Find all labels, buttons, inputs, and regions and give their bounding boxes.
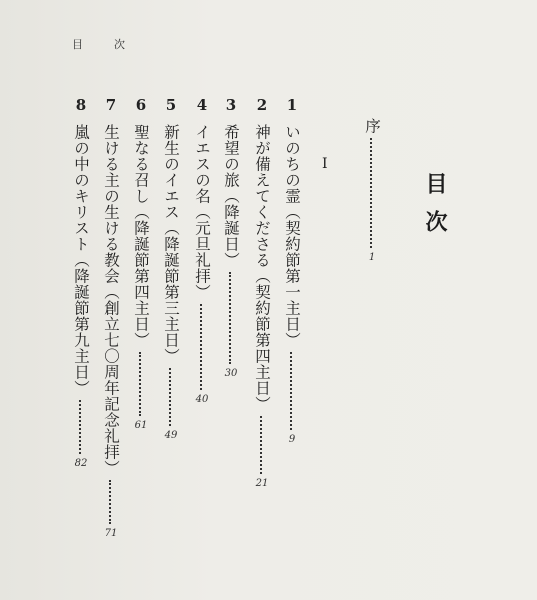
- page-number: 30: [224, 368, 238, 379]
- page-number: 1: [368, 252, 376, 263]
- entry-number: 2: [256, 96, 268, 114]
- leader-dots: [200, 304, 204, 390]
- entry-number: 6: [135, 96, 147, 114]
- leader-dots: [260, 416, 264, 474]
- entry-title: 神が備えてくださる（契約節第四主日）: [253, 124, 271, 412]
- show-through: [470, 90, 490, 510]
- toc-entry-2[interactable]: [250, 96, 274, 489]
- page-number: 9: [288, 434, 296, 445]
- page-number: 49: [164, 430, 178, 441]
- entry-number: 5: [165, 96, 177, 114]
- entry-title: 新生のイエス（降誕節第三主日）: [162, 124, 180, 364]
- entry-number: 1: [286, 96, 298, 114]
- leader-dots: [290, 352, 294, 430]
- page-number: 82: [74, 458, 88, 469]
- toc-entry-3[interactable]: [219, 96, 243, 379]
- page-number: 61: [134, 420, 148, 431]
- page-number: 40: [195, 394, 209, 405]
- entry-title: 嵐の中のキリスト（降誕節第九主日）: [72, 124, 90, 396]
- running-head: 目 次: [72, 38, 135, 51]
- toc-entry-6[interactable]: [129, 96, 153, 431]
- toc-entry-preface[interactable]: [360, 118, 384, 263]
- leader-dots: [79, 400, 83, 454]
- part-heading: I: [322, 156, 328, 172]
- entry-number: 4: [196, 96, 208, 114]
- entry-title: いのちの霊（契約節第一主日）: [283, 124, 301, 348]
- page-number: 21: [255, 478, 269, 489]
- entry-number: 7: [105, 96, 117, 114]
- leader-dots: [139, 352, 143, 416]
- entry-number: 8: [75, 96, 87, 114]
- leader-dots: [370, 138, 374, 248]
- toc-entry-7[interactable]: [99, 96, 123, 539]
- toc-entry-1[interactable]: [280, 96, 304, 445]
- toc-entry-5[interactable]: [159, 96, 183, 441]
- entry-title: 希望の旅（降誕日）: [222, 124, 240, 268]
- page-number: 71: [104, 528, 118, 539]
- page-title: 目次: [422, 172, 448, 248]
- toc-entry-4[interactable]: [190, 96, 214, 405]
- entry-title: 聖なる召し（降誕節第四主日）: [132, 124, 150, 348]
- leader-dots: [229, 272, 233, 364]
- entry-title: イエスの名（元旦礼拝）: [193, 124, 211, 300]
- leader-dots: [109, 480, 113, 524]
- preface-label: 序: [363, 118, 381, 134]
- toc-entry-8[interactable]: [69, 96, 93, 469]
- leader-dots: [169, 368, 173, 426]
- entry-title: 生ける主の生ける教会（創立七〇周年記念礼拝）: [102, 124, 120, 476]
- entry-number: 3: [225, 96, 237, 114]
